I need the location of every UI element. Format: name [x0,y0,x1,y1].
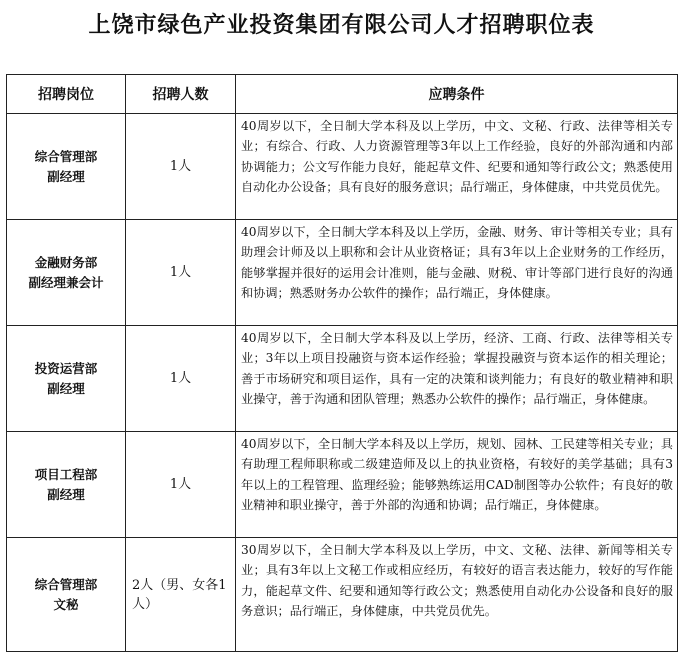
position-title: 文秘 [53,596,79,612]
count-cell: 1人 [126,114,236,220]
recruitment-table [6,74,678,652]
document-title: 上饶市绿色产业投资集团有限公司人才招聘职位表 [88,13,595,38]
requirements-cell: 40周岁以下，全日制大学本科及以上学历，中文、文秘、行政、法律等相关专业；有综合、行政、人力资源管理等3年以上工作经验，良好的外部沟通和内部协调能力；公文写作能力良好，能起草文件、纪要和通知等行政公文；熟悉使用自动化办公设备；具有良好的服务意识；品行端正，身体健康，中共党员优先。 [236,114,678,220]
position-title: 副经理兼会计 [28,274,104,290]
table-row [7,538,678,652]
table-row [7,114,678,220]
position-title: 副经理 [47,380,85,396]
position-cell [7,538,126,652]
header-position: 招聘岗位 [7,75,126,114]
requirements-cell: 40周岁以下，全日制大学本科及以上学历，规划、园林、工民建等相关专业；具有助理工程师职称或二级建造师及以上的执业资格，有较好的美学基础；具有3年以上的工程管理、监理经验；能够熟练运用CAD制图等办公软件；有良好的敬业精神和职业操守，善于外部的沟通和协调；品行端正，身体健康。 [236,432,678,538]
count-cell: 1人 [126,326,236,432]
requirements-cell: 40周岁以下，全日制大学本科及以上学历，经济、工商、行政、法律等相关专业；3年以上项目投融资与资本运作经验；掌握投融资与资本运作的相关理论；善于市场研究和项目运作，具有一定的决策和谈判能力；有良好的敬业精神和职业操守，善于沟通和团队管理；熟悉办公软件的操作；品行端正，身体健康。 [236,326,678,432]
position-cell [7,114,126,220]
requirements-cell: 40周岁以下，全日制大学本科及以上学历，金融、财务、审计等相关专业；具有助理会计师及以上职称和会计从业资格证；具有3年以上企业财务的工作经历，能够掌握并很好的运用会计准则，能与金融、财税、审计等部门进行良好的沟通和协调；熟悉财务办公软件的操作；品行端正，身体健康。 [236,220,678,326]
position-cell [7,326,126,432]
position-cell [7,432,126,538]
position-name: 投资运营部 [34,360,98,376]
count-cell: 1人 [126,432,236,538]
header-count: 招聘人数 [126,75,236,114]
table-row [7,432,678,538]
requirements-cell: 30周岁以下，全日制大学本科及以上学历，中文、文秘、法律、新闻等相关专业；具有3年以上文秘工作或相应经历，有较好的语言表达能力，较好的写作能力，能起草文件、纪要和通知等行政公文；熟悉使用自动化办公设备和良好的服务意识；品行端正，身体健康，中共党员优先。 [236,538,678,652]
position-cell [7,220,126,326]
table-header-row [7,75,678,114]
table-row [7,220,678,326]
table-row [7,326,678,432]
position-name: 金融财务部 [34,254,98,270]
count-cell: 1人 [126,220,236,326]
position-title: 副经理 [47,168,85,184]
position-name: 综合管理部 [34,576,98,592]
count-cell: 2人（男、女各1人） [126,538,236,652]
position-name: 综合管理部 [34,148,98,164]
position-title: 副经理 [47,486,85,502]
header-requirements: 应聘条件 [236,75,678,114]
position-name: 项目工程部 [34,466,98,482]
